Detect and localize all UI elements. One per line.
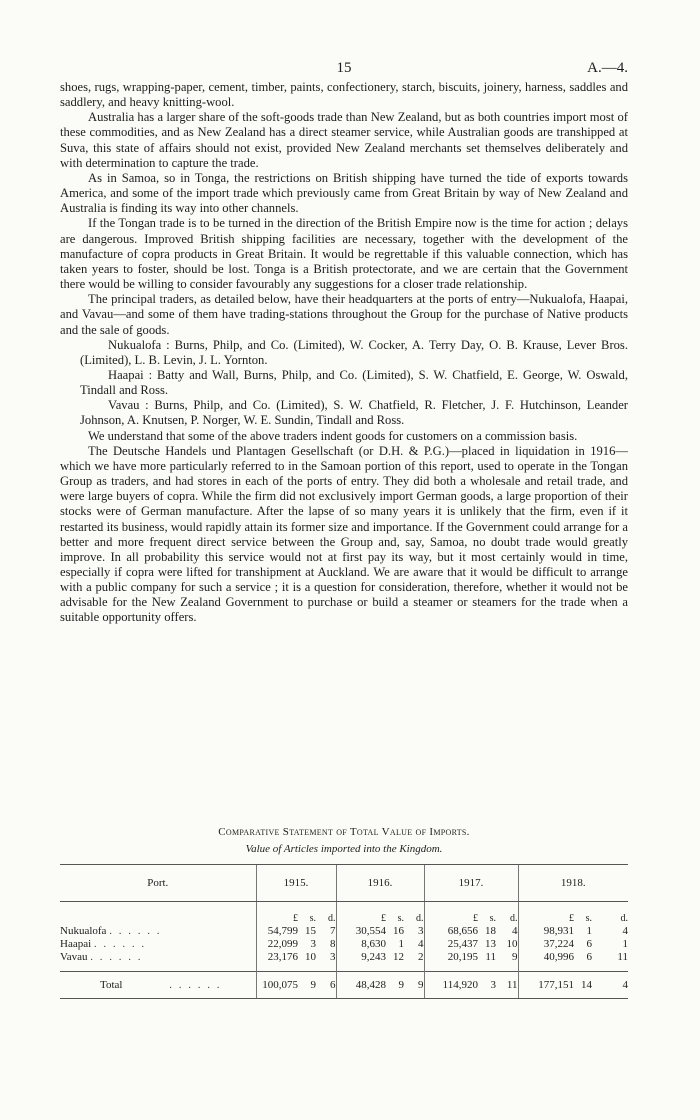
- table-caption: Comparative Statement of Total Value of Imports.: [218, 826, 470, 838]
- year-header: 1916.: [336, 865, 424, 902]
- year-header: 1917.: [424, 865, 518, 902]
- document-reference: A.—4.: [587, 60, 628, 76]
- paragraph: The Deutsche Handels und Plantagen Gesellschaft (or D.H. & P.G.)—placed in liquidation in 1916—which we have more particularly referred to in the Samoan portion of this report, used to operate in the Tongan Group as traders, and had stores in each of the ports of entry. They did both a wholesale and retail trade, and were large buyers of copra. While the firm did not exclusively import German goods, a large proportion of their stocks were of German manufacture. After the lapse of so many years it is unlikely that the firm, even if it restarted its business, would rapidly attain its former size and importance. If the Government could arrange for a better and more frequent direct service between the Group and, say, Samoa, no doubt trade would greatly improve. In all probability this service would not at first pay its way, but it most certainly would in time, especially if copra were lifted for transhipment at Auckland. We are aware that it would be difficult to arrange with a public company for such a service ; it is a question for consideration, therefore, whether it would not be advisable for the New Zealand Government to purchase or build a steamer or steamers for the trade when a suitable opportunity offers.: [60, 443, 628, 625]
- page-number: 15: [336, 60, 352, 76]
- paragraph: If the Tongan trade is to be turned in the direction of the British Empire now is the time for action ; delays are dangerous. Improved British shipping facilities are necessary, together with the development of the manufacture of copra products in Great Britain. It would be regrettable if this valuable connection, which has taken years to foster, should be lost. Tonga is a British protectorate, and we are certain that the Government there would be willing to consider favourably any suggestions for a closer trade relationship.: [60, 216, 628, 292]
- paragraph: Australia has a larger share of the soft-goods trade than New Zealand, but as both countries import most of these commodities, and as New Zealand has a direct steamer service, while Australian goods are transhipped at Suva, this state of affairs should not exist, provided New Zealand merchants set themselves deliberately and with determination to capture the trade.: [60, 110, 628, 170]
- total-label: Total: [100, 979, 123, 991]
- page-header: [60, 60, 628, 78]
- port-column-header: Port.: [60, 865, 256, 902]
- units-row: £ s. d. £ s. d. £ s. d. £ s. d.: [60, 902, 628, 925]
- year-header: 1918.: [518, 865, 628, 902]
- paragraph: As in Samoa, so in Tonga, the restrictions on British shipping have turned the tide of exports towards America, and some of the import trade which previously came from Great Britain by way of New Zealand and Australia is finding its way into other channels.: [60, 170, 628, 216]
- paragraph: shoes, rugs, wrapping-paper, cement, timber, paints, confectionery, starch, biscuits, joinery, harness, saddles and saddlery, and heavy knitting-wool.: [60, 80, 628, 110]
- table-row: Nukualofa . . . . . . 54,799 15 7 30,554 16 3 68,656 18 4 98,931 1 4: [60, 924, 628, 937]
- total-row: Total . . . . . . 100,075 9 6 48,428 9 9 114,920 3 11 177,151 14 4: [60, 972, 628, 999]
- imports-table: [60, 864, 628, 999]
- port-name: Haapai: [60, 937, 92, 950]
- traders-list: [60, 338, 628, 429]
- table-row: Haapai . . . . . . 22,099 3 8 8,630 1 4 25,437 13 10 37,224 6 1: [60, 937, 628, 950]
- paragraph: We understand that some of the above traders indent goods for customers on a commission basis.: [88, 428, 578, 443]
- table-row: Vavau . . . . . . 23,176 10 3 9,243 12 2 20,195 11 9 40,996 6 11: [60, 950, 628, 963]
- table-caption-block: [60, 826, 628, 855]
- paragraph: The principal traders, as detailed below, have their headquarters at the ports of entry—Nukualofa, Haapai, and Vavau—and some of them have trading-stations throughout the Group for the purchase of Native products and the sale of goods.: [60, 292, 628, 337]
- table-subcaption: Value of Articles imported into the Kingdom.: [245, 843, 443, 855]
- port-name: Vavau: [60, 950, 88, 963]
- trader-entry-nukualofa: Nukualofa : Burns, Philp, and Co. (Limited), W. Cocker, A. Terry Day, O. B. Krause, Lever Bros. (Limited), L. B. Levin, J. L. Yornton.: [80, 337, 628, 367]
- trader-entry-vavau: Vavau : Burns, Philp, and Co. (Limited), S. W. Chatfield, R. Fletcher, J. F. Hutchinson, Leander Johnson, A. Knutsen, P. Norger, W. E. Sundin, Tindall and Ross.: [80, 398, 628, 428]
- table-header-row: [60, 865, 628, 902]
- year-header: 1915.: [256, 865, 336, 902]
- port-name: Nukualofa: [60, 924, 107, 937]
- document-body: [60, 80, 628, 626]
- trader-entry-haapai: Haapai : Batty and Wall, Burns, Philp, and Co. (Limited), S. W. Chatfield, E. George, W. Oswald, Tindall and Ross.: [80, 367, 628, 398]
